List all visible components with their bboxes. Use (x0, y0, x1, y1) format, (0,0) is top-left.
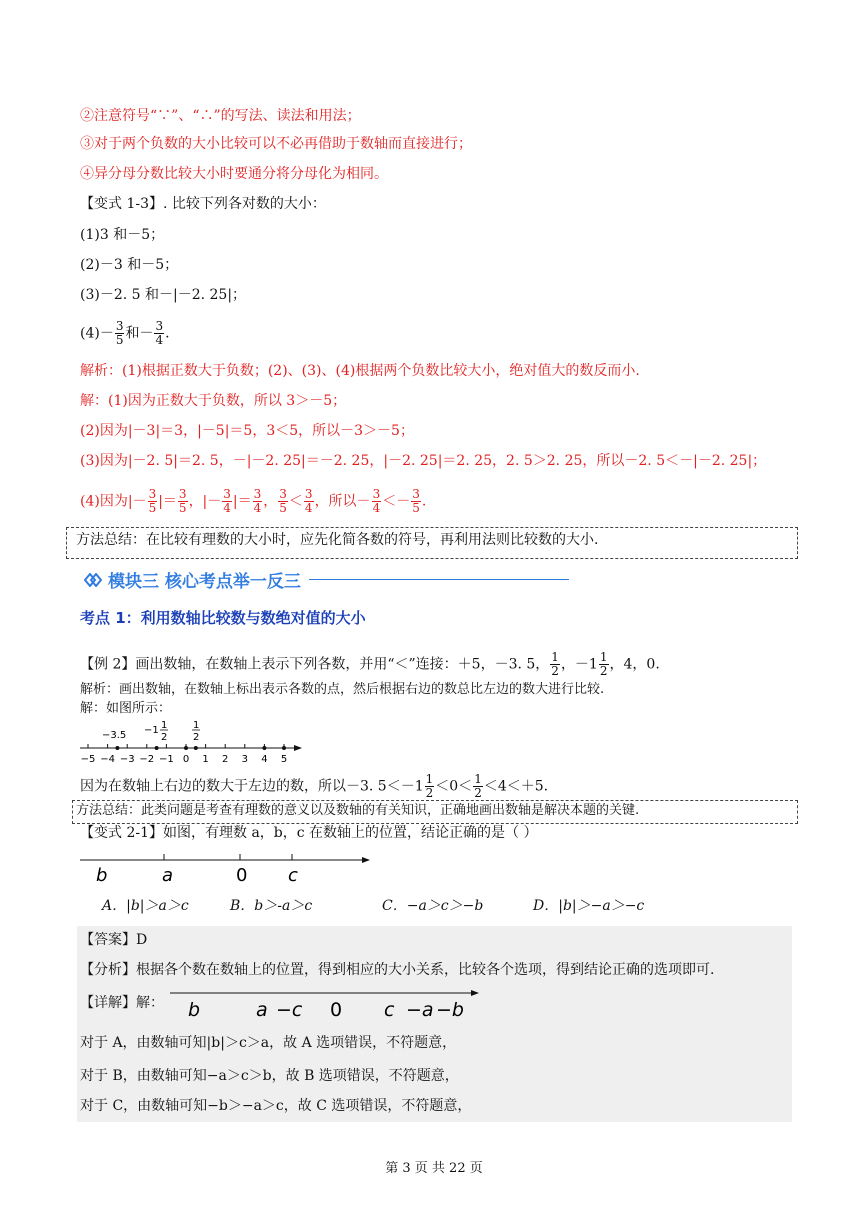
label-neg-half-num: 1 (161, 720, 168, 731)
solution-1: 解：(1)因为正数大于负数，所以 3＞－5； (80, 393, 347, 409)
note-2: ②注意符号“∵”、“∴”的写法、读法和用法； (80, 108, 361, 124)
axis-tick-label: 5 (280, 754, 288, 765)
label-neg-1: −1 (144, 725, 159, 736)
axis-tick-label: 0 (182, 754, 190, 765)
note-3: ③对于两个负数的大小比较可以不必再借助于数轴而直接进行； (80, 136, 472, 152)
q4-prefix: (4)－ (80, 325, 114, 342)
axis-label-c: c (288, 865, 298, 886)
page-footer: 第 3 页 共 22 页 (385, 1161, 483, 1176)
axis2-label-neg-b: −b (436, 999, 464, 1021)
axis-tick-label: −2 (139, 754, 155, 765)
option-b[interactable]: B．b＞-a＞c (230, 898, 313, 914)
example-2-analysis: 解析：画出数轴，在数轴上标出表示各数的点，然后根据右边的数总比左边的数大进行比较. (80, 682, 605, 697)
axis-tick-label: 1 (202, 754, 209, 765)
axis-point (155, 746, 159, 750)
variant-2-1-number-line (78, 848, 374, 888)
variant-1-3-heading: 【变式 1-3】. 比较下列各对数的大小： (80, 196, 326, 212)
answer-line: 【答案】D (80, 932, 148, 948)
analysis-line: 【分析】根据各个数在数轴上的位置，得到相应的大小关系，比较各个选项，得到结论正确的选项即可. (80, 962, 715, 978)
axis2-label-c: c (384, 999, 395, 1021)
axis-tick-label: −3 (119, 754, 135, 765)
analysis-1: 解析：(1)根据正数大于负数；(2)、(3)、(4)根据两个负数比较大小，绝对值大的数反而小. (80, 363, 640, 379)
question-1: (1)3 和－5； (80, 227, 165, 243)
axis-point (184, 746, 188, 750)
detail-number-line (168, 984, 484, 1024)
axis2-label-neg-a: −a (406, 999, 434, 1021)
detail-a: 对于 A，由数轴可知|b|＞c＞a，故 A 选项错误，不符题意， (80, 1035, 457, 1051)
option-a[interactable]: A．|b|＞a＞c (102, 898, 189, 914)
axis2-label-a: a (256, 999, 268, 1021)
solution-3: (3)因为|－2. 5|＝2. 5，－|－2. 25|＝－2. 25，|－2. 25|＝2. 25，2. 5＞2. 25，所以－2. 5＜－|－2. 25|； (80, 453, 767, 469)
variant-2-1-heading: 【变式 2-1】如图，有理数 a，b，c 在数轴上的位置，结论正确的是（ ） (80, 825, 538, 841)
note-4: ④异分母分数比较大小时要通分将分母化为相同。 (80, 166, 388, 182)
kaodian-title: 考点 1：利用数轴比较数与数绝对值的大小 (80, 609, 366, 627)
answer-panel (77, 926, 792, 1122)
double-diamond-icon (84, 573, 102, 587)
label-half-num: 1 (193, 720, 200, 731)
section-rule (309, 579, 569, 580)
method-summary-2: 方法总结：此类问题是考查有理数的意义以及数轴的有关知识，正确地画出数轴是解决本题的关键. (76, 803, 640, 818)
axis-tick-label: −1 (159, 754, 174, 765)
axis-point (282, 746, 286, 750)
section-heading (84, 567, 569, 592)
question-3: (3)－2. 5 和－|－2. 25|； (80, 287, 247, 303)
axis-point (262, 746, 266, 750)
axis-point (115, 746, 119, 750)
fraction-3-4: $\frac{3}{4}$ (155, 319, 164, 347)
label-neg-3-5: −3.5 (102, 730, 127, 741)
method-summary-1: 方法总结：在比较有理数的大小时，应先化简各数的符号，再利用法则比较数的大小. (76, 532, 599, 548)
detail-c: 对于 C，由数轴可知−b＞−a＞c，故 C 选项错误，不符题意， (80, 1098, 472, 1114)
axis-tick-label: 4 (261, 754, 268, 765)
axis-tick-label: 3 (241, 754, 248, 765)
solution-2: (2)因为|－3|＝3，|－5|＝5，3＜5，所以－3＞－5； (80, 423, 414, 439)
q4-and: 和－ (125, 325, 154, 342)
option-d[interactable]: D．|b|＞−a＞−c (533, 898, 645, 914)
question-2: (2)－3 和－5； (80, 257, 179, 273)
example-2-number-line (78, 716, 308, 768)
solution-4: (4)因为|－ $\frac{3}{5}$ |＝ $\frac{3}{5}$ ，|－ $\frac{3}{4}$ |＝ $\frac{3}{4}$ ， $\frac{3}{5}$ ＜ $\frac{3}{4}$ ，所以－ $\frac{3}{4}$ ＜－ $\frac{3}{5}$ . (80, 487, 427, 515)
axis-label-b: b (96, 865, 108, 886)
axis-tick-label: −5 (80, 754, 96, 765)
section-title: 模块三 核心考点举一反三 (108, 572, 301, 592)
label-neg-half-den: 2 (161, 732, 168, 743)
label-half-den: 2 (193, 732, 200, 743)
axis-label-0: 0 (236, 865, 248, 886)
axis2-label-0: 0 (330, 999, 343, 1021)
example-2-text: 【例 2】画出数轴，在数轴上表示下列各数，并用“＜”连接：＋5，－3. 5， $\frac{1}{2}$ ，－1 $\frac{1}{2}$ ，4，0. (80, 650, 660, 678)
question-4: (4)－ $\frac{3}{5}$ 和－ $\frac{3}{4}$ . (80, 319, 170, 347)
option-c[interactable]: C．−a＞c＞−b (382, 898, 484, 914)
example-2-conclusion: 因为在数轴上右边的数大于左边的数，所以－3. 5＜－1 $\frac{1}{2}$ ＜0＜ $\frac{1}{2}$ ＜4＜＋5. (80, 772, 549, 800)
axis-label-a: a (162, 865, 174, 886)
axis-tick-label: 2 (222, 754, 229, 765)
axis-tick-label: −4 (100, 754, 115, 765)
axis-point (194, 746, 198, 750)
axis2-label-b: b (188, 999, 201, 1021)
example-2-solution-label: 解：如图所示： (80, 701, 172, 716)
fraction-3-5: $\frac{3}{5}$ (115, 319, 124, 347)
axis2-label-neg-c: −c (276, 999, 303, 1021)
detail-b: 对于 B，由数轴可知−a＞c＞b，故 B 选项错误，不符题意， (80, 1068, 459, 1084)
detail-label: 【详解】解： (80, 995, 164, 1011)
